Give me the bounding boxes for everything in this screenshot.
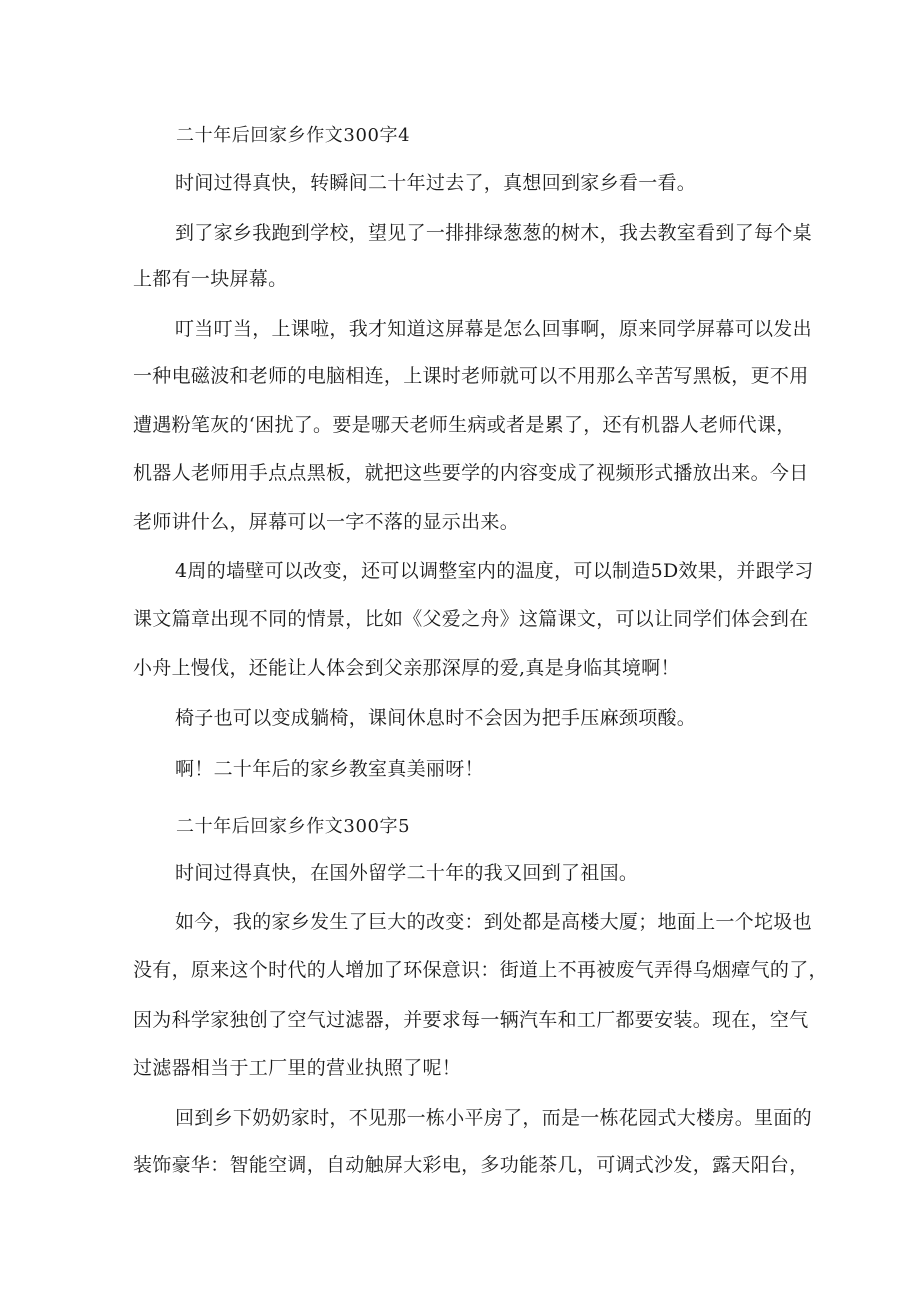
paragraph-line: 小舟上慢伐，还能让人体会到父亲那深厚的爱,真是身临其境啊！	[133, 657, 680, 679]
paragraph-line: 到了家乡我跑到学校，望见了一排排绿葱葱的树木，我去教室看到了每个桌	[175, 222, 812, 244]
paragraph-line: 上都有一块屏幕。	[133, 268, 288, 290]
paragraph-line: 装饰豪华：智能空调，自动触屏大彩电，多功能茶几，可调式沙发，露天阳台，	[133, 1154, 809, 1176]
paragraph-line: 回到乡下奶奶家时，不见那一栋小平房了，而是一栋花园式大楼房。里面的	[175, 1107, 812, 1129]
paragraph-line: 老师讲什么，屏幕可以一字不落的显示出来。	[133, 511, 520, 533]
paragraph-line: 机器人老师用手点点黑板，就把这些要学的内容变成了视频形式播放出来。今日	[133, 462, 809, 484]
essay-title-5: 二十年后回家乡作文300字5	[176, 816, 411, 837]
paragraph-line: 遭遇粉笔灰的‘困扰了。要是哪天老师生病或者是累了，还有机器人老师代课，	[133, 414, 796, 436]
paragraph-line: 课文篇章出现不同的情景，比如《父爱之舟》这篇课文，可以让同学们体会到在	[133, 608, 809, 630]
essay-title-4: 二十年后回家乡作文300字4	[176, 125, 411, 146]
paragraph-line: 椅子也可以变成躺椅，课间休息时不会因为把手压麻颈项酸。	[175, 707, 697, 729]
paragraph-line: 没有，原来这个时代的人增加了环保意识：街道上不再被废气弄得乌烟瘴气的了，	[133, 959, 828, 981]
paragraph-line: 时间过得真快，转瞬间二十年过去了，真想回到家乡看一看。	[175, 172, 697, 194]
paragraph-line: 如今，我的家乡发生了巨大的改变：到处都是高楼大厦；地面上一个坨圾也	[175, 911, 812, 933]
paragraph-line: 一种电磁波和老师的电脑相连，上课时老师就可以不用那么辛苦写黑板，更不用	[133, 365, 809, 387]
paragraph-line: 时间过得真快，在国外留学二十年的我又回到了祖国。	[175, 862, 639, 884]
paragraph-line: 叮当叮当，上课啦，我才知道这屏幕是怎么回事啊，原来同学屏幕可以发出	[175, 318, 812, 340]
paragraph-line: 啊！二十年后的家乡教室真美丽呀！	[175, 758, 484, 780]
paragraph-line: 4周的墙壁可以改变，还可以调整室内的温度，可以制造5D效果，并跟学习	[175, 560, 814, 582]
paragraph-line: 因为科学家独创了空气过滤器，并要求每一辆汽车和工厂都要安装。现在，空气	[133, 1009, 809, 1031]
paragraph-line: 过滤器相当于工厂里的营业执照了呢！	[133, 1057, 462, 1079]
